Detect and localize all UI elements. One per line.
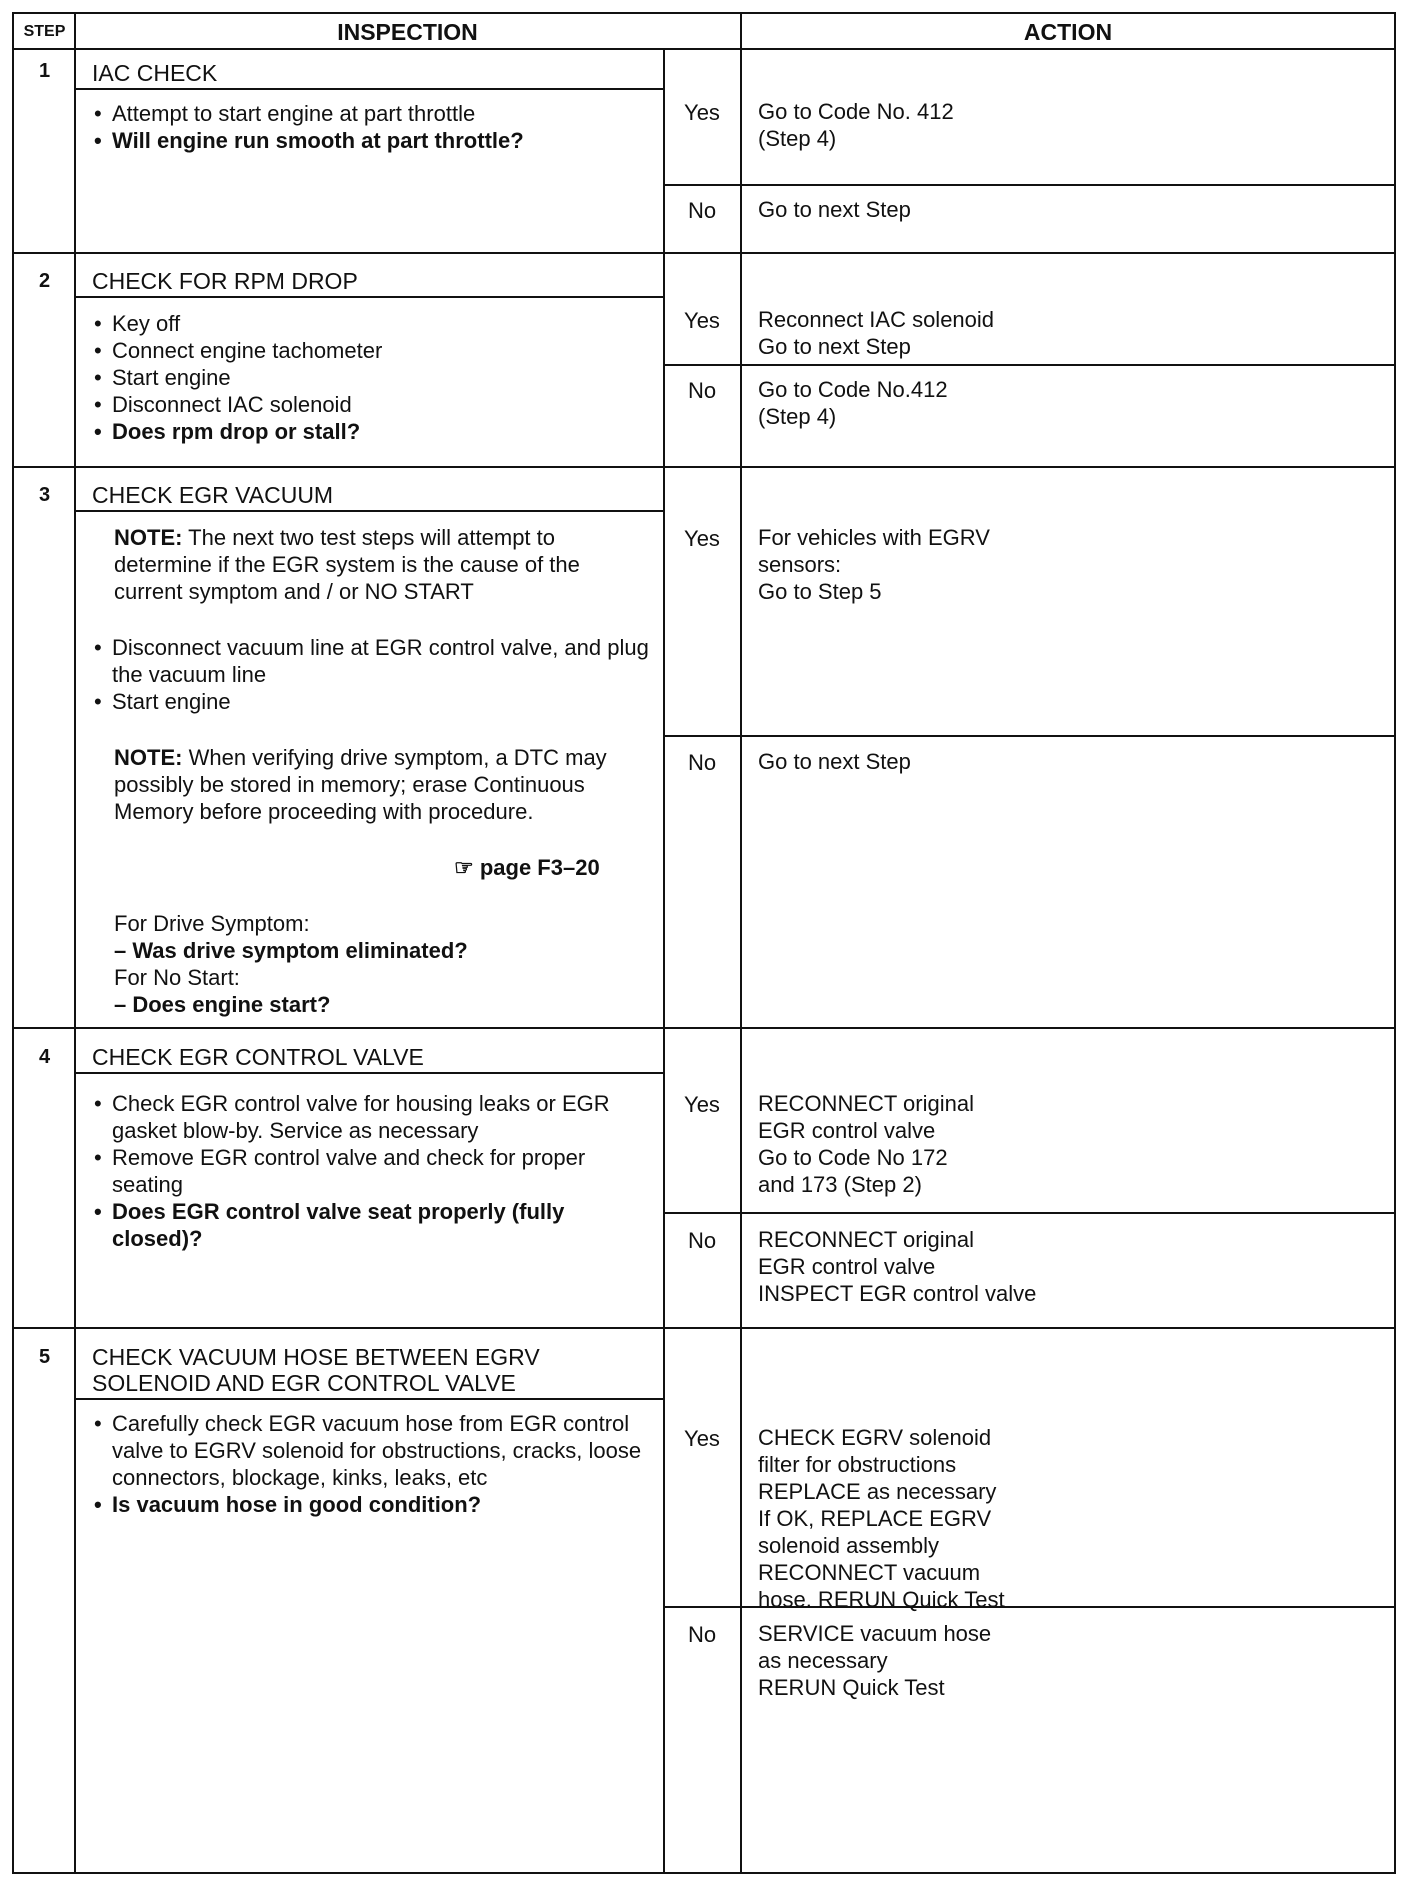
step-4-no-label: No (687, 1228, 717, 1253)
step-3-no-action: Go to next Step (758, 749, 911, 774)
step-2-yes-action: Reconnect IAC solenoid Go to next Step (758, 307, 995, 359)
step-4-title: CHECK EGR CONTROL VALVE (92, 1044, 424, 1070)
step-3-note-1 (114, 524, 654, 605)
no-start-label: For No Start: (114, 965, 240, 990)
drive-symptom-question: – Was drive symptom eliminated? (114, 938, 468, 963)
list-item: • Does rpm drop or stall? (94, 418, 654, 445)
step-1-title: IAC CHECK (92, 60, 218, 86)
step-3-number: 3 (38, 484, 51, 506)
drive-symptom-label: For Drive Symptom: (114, 911, 310, 936)
step-4-no-action: RECONNECT original EGR control valve INSPECT EGR control valve (758, 1227, 1037, 1306)
list-item: • Attempt to start engine at part throttle (94, 100, 654, 127)
step-1-no-label: No (687, 198, 717, 223)
step-3-yes-action: For vehicles with EGRV sensors: Go to Step 5 (758, 525, 990, 604)
step-5-yes-label: Yes (684, 1426, 720, 1451)
step-5-no-action: SERVICE vacuum hose as necessary RERUN Quick Test (758, 1621, 992, 1700)
header-action: ACTION (740, 14, 1396, 50)
list-item: • Remove EGR control valve and check for proper seating (94, 1144, 654, 1198)
list-item: • Will engine run smooth at part throttle? (94, 127, 654, 154)
step-5-yes-action: CHECK EGRV solenoid filter for obstructions REPLACE as necessary If OK, REPLACE EGRV solenoid assembly RECONNECT vacuum hose. RERUN Quick Test (758, 1425, 1005, 1612)
step-5-title-line-2: SOLENOID AND EGR CONTROL VALVE (92, 1370, 516, 1396)
step-2-yes-label: Yes (684, 308, 720, 333)
note-label: NOTE: (114, 745, 183, 770)
step-4-number: 4 (38, 1046, 51, 1068)
step-3-no-label: No (687, 750, 717, 775)
step-5-no-label: No (687, 1622, 717, 1647)
step-1-yes-label: Yes (684, 100, 720, 125)
list-item: • Does EGR control valve seat properly (fully closed)? (94, 1198, 654, 1252)
step-2-no-label: No (687, 378, 717, 403)
step-3-yes-label: Yes (684, 526, 720, 551)
page-reference: ☞ page F3–20 (454, 855, 600, 880)
step-1-yes-action: Go to Code No. 412 (Step 4) (758, 99, 954, 151)
step-4-yes-action: RECONNECT original EGR control valve Go to Code No 172 and 173 (Step 2) (758, 1091, 974, 1197)
note-text: The next two test steps will attempt to determine if the EGR system is the cause of the current symptom and / or NO START (114, 525, 580, 604)
step-1-bullets (94, 100, 654, 154)
step-2-title: CHECK FOR RPM DROP (92, 268, 358, 294)
list-item: • Key off (94, 310, 654, 337)
no-start-question: – Does engine start? (114, 992, 331, 1017)
list-item: • Start engine (94, 688, 654, 715)
header-step: STEP (14, 14, 75, 50)
list-item: • Disconnect IAC solenoid (94, 391, 654, 418)
header-inspection: INSPECTION (75, 14, 740, 50)
step-5-title-line-1: CHECK VACUUM HOSE BETWEEN EGRV (92, 1344, 540, 1370)
list-item: • Start engine (94, 364, 654, 391)
note-label: NOTE: (114, 525, 183, 550)
note-text: When verifying drive symptom, a DTC may possibly be stored in memory; erase Continuous Memory before proceeding with procedure. (114, 745, 607, 824)
list-item: • Is vacuum hose in good condition? (94, 1491, 654, 1518)
step-3-title: CHECK EGR VACUUM (92, 482, 334, 508)
step-4-yes-label: Yes (684, 1092, 720, 1117)
list-item: • Carefully check EGR vacuum hose from EGR control valve to EGRV solenoid for obstructions, cracks, loose connectors, blockage, kinks, leaks, etc (94, 1410, 654, 1491)
step-3-note-2 (114, 744, 654, 825)
step-2-no-action: Go to Code No.412 (Step 4) (758, 377, 948, 429)
step-2-bullets (94, 310, 654, 445)
step-5-number: 5 (38, 1346, 51, 1368)
list-item: • Connect engine tachometer (94, 337, 654, 364)
step-1-number: 1 (38, 60, 51, 82)
step-4-bullets (94, 1090, 654, 1252)
step-2-number: 2 (38, 270, 51, 292)
list-item: • Disconnect vacuum line at EGR control valve, and plug the vacuum line (94, 634, 654, 688)
step-3-bullets (94, 634, 654, 715)
step-5-bullets (94, 1410, 654, 1518)
step-1-no-action: Go to next Step (758, 197, 911, 222)
list-item: • Check EGR control valve for housing leaks or EGR gasket blow-by. Service as necessary (94, 1090, 654, 1144)
diagnostic-table (12, 12, 1396, 1874)
